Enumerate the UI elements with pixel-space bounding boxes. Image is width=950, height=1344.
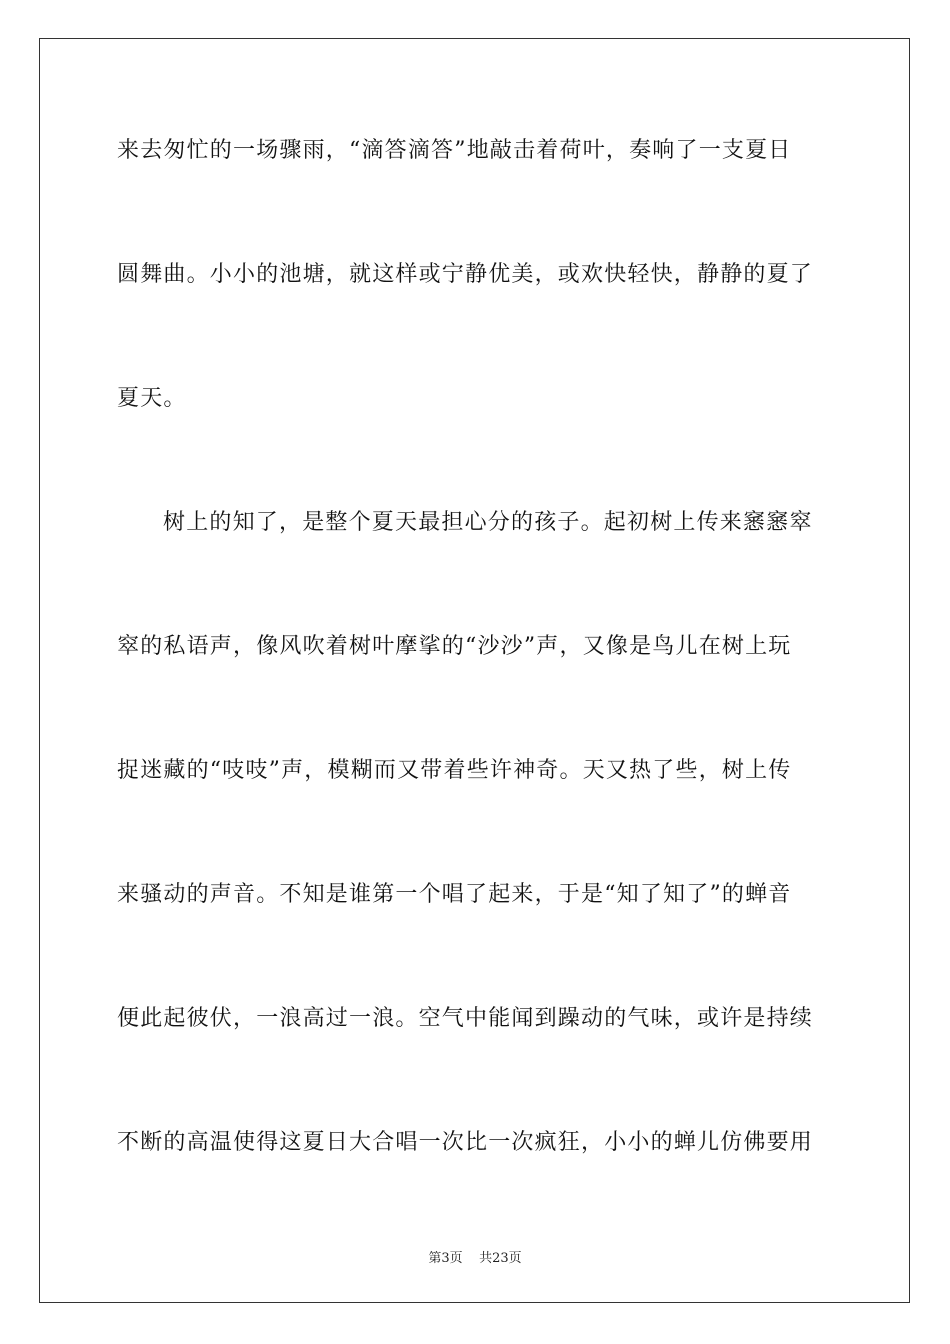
text-line: 夏天。	[117, 386, 187, 411]
page-footer	[0, 1247, 950, 1266]
text-line: 来去匆忙的一场骤雨，“滴答滴答”地敲击着荷叶，奏响了一支夏日	[117, 138, 792, 163]
page-number: 第3页	[428, 1251, 463, 1266]
text-line: 不断的高温使得这夏日大合唱一次比一次疯狂，小小的蝉儿仿佛要用	[117, 1130, 814, 1155]
text-line: 便此起彼伏，一浪高过一浪。空气中能闻到躁动的气味，或许是持续	[117, 1006, 814, 1031]
page-border	[39, 38, 910, 1303]
text-line: 圆舞曲。小小的池塘，就这样或宁静优美，或欢快轻快，静静的夏了	[117, 262, 814, 287]
text-line: 来骚动的声音。不知是谁第一个唱了起来，于是“知了知了”的蝉音	[117, 882, 792, 907]
text-line: 窣的私语声，像风吹着树叶摩挲的“沙沙”声，又像是鸟儿在树上玩	[117, 634, 792, 659]
paragraph-start-line: 树上的知了，是整个夏天最担心分的孩子。起初树上传来窸窸窣	[163, 510, 813, 535]
page-total: 共23页	[479, 1251, 522, 1266]
text-line: 捉迷藏的“吱吱”声，模糊而又带着些许神奇。天又热了些，树上传	[117, 758, 792, 783]
